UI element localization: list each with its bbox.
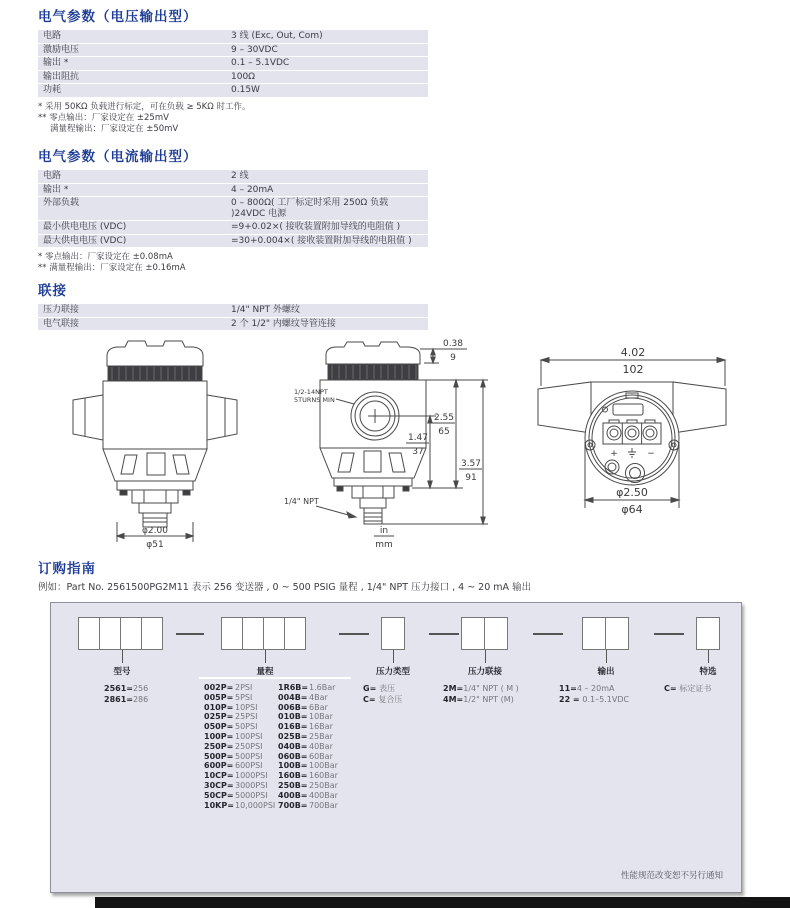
code-row — [204, 703, 275, 713]
spec-row — [38, 318, 428, 331]
dash-separator — [533, 633, 563, 635]
code-value: 256 — [132, 684, 149, 693]
device-outline — [73, 341, 237, 527]
dash-separator — [176, 633, 204, 635]
range-divider-rule — [199, 677, 351, 679]
code-value: 250PSI — [235, 741, 263, 751]
code-value: 600PSI — [235, 761, 263, 771]
code-value: 400Bar — [309, 790, 338, 800]
code-value: 25PSI — [235, 712, 258, 722]
dim-width-in: 4.02 — [620, 346, 646, 359]
code-row — [278, 761, 338, 771]
dim-body-in: 2.55 — [433, 413, 455, 423]
dim-diameter-mm: φ51 — [146, 540, 164, 550]
code: 500P= — [204, 751, 234, 761]
code: C= — [664, 684, 680, 693]
code: 160B= — [278, 771, 308, 781]
spec-label: 最小供电电压 (VDC) — [43, 222, 127, 232]
code-value: 100PSI — [235, 731, 263, 741]
spec-label: 功耗 — [43, 85, 62, 95]
section-title: 电气参数（电流输出型） — [38, 149, 198, 165]
code-box — [78, 617, 100, 650]
code-boxes-range — [221, 617, 305, 650]
dim-total-in: 3.57 — [460, 459, 482, 469]
code-box — [696, 617, 720, 650]
spec-value: 3 线 (Exc, Out, Com) — [231, 31, 323, 41]
code: 4M= — [443, 695, 464, 704]
code-row — [204, 693, 275, 703]
code: 50CP= — [204, 790, 234, 800]
connection-spec-table — [38, 304, 428, 330]
code-row — [278, 801, 338, 811]
code-row — [104, 683, 148, 694]
code-box — [484, 617, 508, 650]
dim-cap-mm: 9 — [450, 353, 456, 363]
code-box — [284, 617, 306, 650]
spec-label: 电路 — [43, 31, 62, 41]
code-row — [664, 683, 711, 694]
code-row — [204, 712, 275, 722]
code-row — [278, 791, 338, 801]
code-value: 40Bar — [309, 741, 333, 751]
code-box — [120, 617, 142, 650]
code-row — [278, 771, 338, 781]
spec-label: 输出阻抗 — [43, 71, 80, 82]
code-value: 5PSI — [235, 692, 253, 702]
code: 016B= — [278, 722, 308, 732]
current-notes — [38, 252, 430, 274]
spec-row — [38, 84, 428, 97]
group-label-pressure-conn: 压力联接 — [467, 667, 502, 677]
code-value: 2PSI — [235, 683, 253, 692]
code-value: 0.1–5.1VDC — [582, 695, 630, 704]
code-row — [204, 732, 275, 742]
code-box — [582, 617, 606, 650]
code: 2861= — [104, 695, 133, 704]
spec-row — [38, 184, 428, 197]
code: 004B= — [278, 692, 308, 702]
code-value: 16Bar — [309, 722, 333, 732]
connector-line — [708, 650, 709, 663]
code-value: 1/2" NPT (M) — [463, 695, 514, 704]
code-row — [204, 722, 275, 732]
dim-port-mm: 37 — [412, 447, 424, 457]
spec-label: 激励电压 — [43, 44, 80, 55]
group-label-output: 输出 — [597, 667, 615, 677]
spec-label: 电气联接 — [43, 318, 80, 329]
code-boxes-output — [582, 617, 628, 650]
output-code-list — [559, 683, 629, 705]
code: 025B= — [278, 731, 308, 741]
spec-value: =9+0.02×( 接收装置附加导线的电阻值 ) — [231, 222, 401, 232]
code-row — [204, 781, 275, 791]
pressure-conn-code-list — [443, 683, 519, 705]
code-value: 100Bar — [309, 761, 338, 771]
code-row — [278, 712, 338, 722]
footnote: ** 零点输出：厂家设定在 ±25mV — [38, 112, 169, 123]
code: 100P= — [204, 731, 234, 741]
spec-label: 最大供电电压 (VDC) — [43, 235, 127, 246]
connector-line — [122, 650, 123, 663]
spec-row — [38, 30, 428, 43]
dash-separator — [654, 633, 684, 635]
spec-row — [38, 221, 428, 234]
code-box — [605, 617, 629, 650]
code-value: 1000PSI — [235, 771, 268, 781]
code: 10CP= — [204, 771, 234, 781]
code-value: 1.6Bar — [309, 683, 336, 692]
footnote: * 采用 50KΩ 负载进行标定，可在负载 ≥ 5KΩ 时工作。 — [38, 101, 251, 112]
code-row — [443, 683, 519, 694]
ordering-diagram — [50, 602, 742, 893]
group-label-option: 特选 — [699, 667, 717, 677]
code-value: 4Bar — [309, 692, 328, 702]
conduit-turns-label: 5TURNS MIN — [294, 396, 335, 404]
dim-width-mm: 102 — [622, 363, 644, 376]
code: 400B= — [278, 790, 308, 800]
code-value: 6Bar — [309, 702, 328, 712]
code-value: 表压 — [379, 684, 396, 693]
dim-cap-in: 0.38 — [442, 339, 464, 349]
code: 250P= — [204, 741, 234, 751]
spec-value: =30+0.004×( 接收装置附加导线的电阻值 ) — [231, 235, 412, 246]
code-value: 3000PSI — [235, 780, 268, 790]
pressure-type-code-list — [363, 683, 402, 705]
connector-line — [485, 650, 486, 663]
code-box — [221, 617, 243, 650]
code-boxes-pressure-type — [381, 617, 404, 650]
code-boxes-model — [78, 617, 162, 650]
section-current-params — [38, 145, 430, 274]
code: 2M= — [443, 684, 464, 693]
code-value: 25Bar — [309, 731, 333, 741]
dim-cover-in: φ2.50 — [616, 486, 648, 499]
code-value: 10Bar — [309, 712, 333, 722]
code-row — [278, 781, 338, 791]
code: 010B= — [278, 712, 308, 722]
spec-value: 0 – 800Ω( 工厂标定时采用 250Ω 负载 )24VDC 电源 — [231, 198, 389, 219]
code: 005P= — [204, 692, 234, 702]
spec-value: 0.15W — [231, 85, 260, 95]
code: 006B= — [278, 702, 308, 712]
npt-label: 1/4" NPT — [284, 497, 319, 506]
code-row — [278, 683, 338, 693]
code-row — [278, 742, 338, 752]
group-label-range: 量程 — [256, 667, 274, 677]
range-bar-code-list — [278, 683, 338, 810]
spec-label: 电路 — [43, 171, 62, 181]
code-row — [204, 683, 275, 693]
code: 100B= — [278, 761, 308, 771]
code-box — [242, 617, 264, 650]
technical-drawings — [0, 336, 790, 554]
code-row — [278, 703, 338, 713]
code-value: 10,000PSI — [235, 800, 276, 810]
code: 11= — [559, 684, 577, 693]
connector-line — [393, 650, 394, 663]
code-value: 60Bar — [309, 751, 333, 761]
code-row — [204, 742, 275, 752]
conduit-thread-label: 1/2-14NPT — [294, 388, 328, 396]
code-value: 标定证书 — [679, 684, 712, 693]
device-outline — [538, 382, 726, 485]
dim-cover-mm: φ64 — [621, 503, 643, 516]
ordering-example: 例如：Part No. 2561500PG2M11 表示 256 变送器 , 0 ~ 500 PSIG 量程 , 1/4" NPT 压力接口 , 4 ~ 20 mA 输出 — [38, 582, 532, 593]
code-row — [204, 791, 275, 801]
code: 060B= — [278, 751, 308, 761]
connector-line — [606, 650, 607, 663]
code-value: 500PSI — [235, 751, 263, 761]
code-value: 复合压 — [378, 695, 403, 704]
code-row — [278, 732, 338, 742]
spec-row — [38, 235, 428, 248]
front-view-drawing — [278, 336, 513, 554]
code: C= — [363, 695, 379, 704]
unit-mm-label: mm — [375, 540, 393, 550]
dash-separator — [339, 633, 369, 635]
spec-row — [38, 71, 428, 84]
code-value: 50PSI — [235, 722, 258, 732]
group-label-pressure-type: 压力类型 — [375, 667, 410, 677]
spec-value: 100Ω — [231, 71, 256, 82]
code: 250B= — [278, 780, 308, 790]
code: G= — [363, 684, 380, 693]
code: 002P= — [204, 683, 234, 692]
option-code-list — [664, 683, 711, 694]
spec-label: 输出 * — [43, 184, 69, 195]
voltage-spec-table — [38, 30, 428, 97]
code-row — [559, 683, 629, 694]
top-view-drawing — [533, 336, 768, 554]
code-row — [204, 752, 275, 762]
voltage-notes — [38, 102, 430, 135]
spec-value: 2 个 1/2" 内螺纹导管连接 — [231, 318, 336, 329]
code-row — [363, 683, 402, 694]
code-value: 1/4" NPT ( M ) — [463, 684, 519, 693]
spec-change-notice: 性能规范改变恕不另行通知 — [620, 871, 723, 881]
code-row — [104, 694, 148, 705]
code-row — [204, 801, 275, 811]
code: 600P= — [204, 761, 234, 771]
spec-row — [38, 57, 428, 70]
code-value: 700Bar — [309, 800, 338, 810]
model-code-list — [104, 683, 148, 705]
dim-port-in: 1.47 — [407, 433, 429, 443]
spec-row — [38, 304, 428, 317]
code-box — [381, 617, 405, 650]
side-view-drawing — [55, 336, 265, 551]
current-spec-table — [38, 170, 428, 247]
ordering-title: 订购指南 — [38, 561, 96, 577]
footnote: * 零点输出：厂家设定在 ±0.08mA — [38, 252, 173, 262]
code-boxes-pressure-conn — [461, 617, 507, 650]
code-row — [363, 694, 402, 705]
code-boxes-option — [696, 617, 719, 650]
dash-separator — [429, 633, 459, 635]
footnote: ** 满量程输出：厂家设定在 ±0.16mA — [38, 263, 186, 273]
code: 040B= — [278, 741, 308, 751]
section-title: 电气参数（电压输出型） — [38, 9, 198, 25]
terminal-plus-label: + — [610, 449, 618, 459]
spec-row — [38, 197, 428, 220]
page-bottom-rule — [95, 897, 790, 908]
code-row — [278, 752, 338, 762]
code-value: 5000PSI — [235, 790, 268, 800]
code: 025P= — [204, 712, 234, 722]
code-row — [278, 722, 338, 732]
code: 22 = — [559, 695, 583, 704]
spec-row — [38, 44, 428, 57]
code: 700B= — [278, 800, 308, 810]
section-voltage-params — [38, 5, 430, 135]
code: 30CP= — [204, 780, 234, 790]
spec-value: 4 – 20mA — [231, 184, 274, 195]
group-label-model: 型号 — [113, 667, 131, 677]
footnote: 满量程输出：厂家设定在 ±50mV — [50, 123, 179, 134]
spec-row — [38, 170, 428, 183]
spec-value: 9 – 30VDC — [231, 44, 278, 55]
spec-label: 压力联接 — [43, 305, 80, 315]
code: 10KP= — [204, 800, 234, 810]
spec-value: 1/4" NPT 外螺纹 — [231, 305, 301, 315]
spec-value: 2 线 — [231, 171, 249, 181]
connector-line — [265, 650, 266, 663]
spec-label: 外部负载 — [43, 198, 80, 208]
code: 050P= — [204, 722, 234, 732]
dim-body-mm: 65 — [438, 427, 450, 437]
code-row — [204, 771, 275, 781]
code-row — [559, 694, 629, 705]
terminal-minus-label: − — [647, 449, 655, 459]
code-value: 286 — [132, 695, 149, 704]
section-connection — [38, 279, 430, 331]
code-box — [99, 617, 121, 650]
section-title: 联接 — [38, 283, 67, 299]
code-value: 160Bar — [309, 771, 338, 781]
code-box — [263, 617, 285, 650]
code: 1R6B= — [278, 683, 309, 692]
code: 2561= — [104, 684, 133, 693]
dim-diameter-in: φ2.00 — [142, 526, 168, 536]
code: 010P= — [204, 702, 234, 712]
range-psi-code-list — [204, 683, 275, 810]
spec-value: 0.1 – 5.1VDC — [231, 58, 290, 68]
code-row — [204, 761, 275, 771]
unit-in-label: in — [379, 526, 389, 536]
spec-label: 输出 * — [43, 58, 69, 68]
code-row — [443, 694, 519, 705]
code-row — [278, 693, 338, 703]
dim-total-mm: 91 — [465, 473, 477, 483]
code-box — [461, 617, 485, 650]
code-value: 10PSI — [235, 702, 258, 712]
code-value: 250Bar — [309, 780, 338, 790]
code-box — [141, 617, 163, 650]
code-value: 4 – 20mA — [576, 684, 615, 693]
